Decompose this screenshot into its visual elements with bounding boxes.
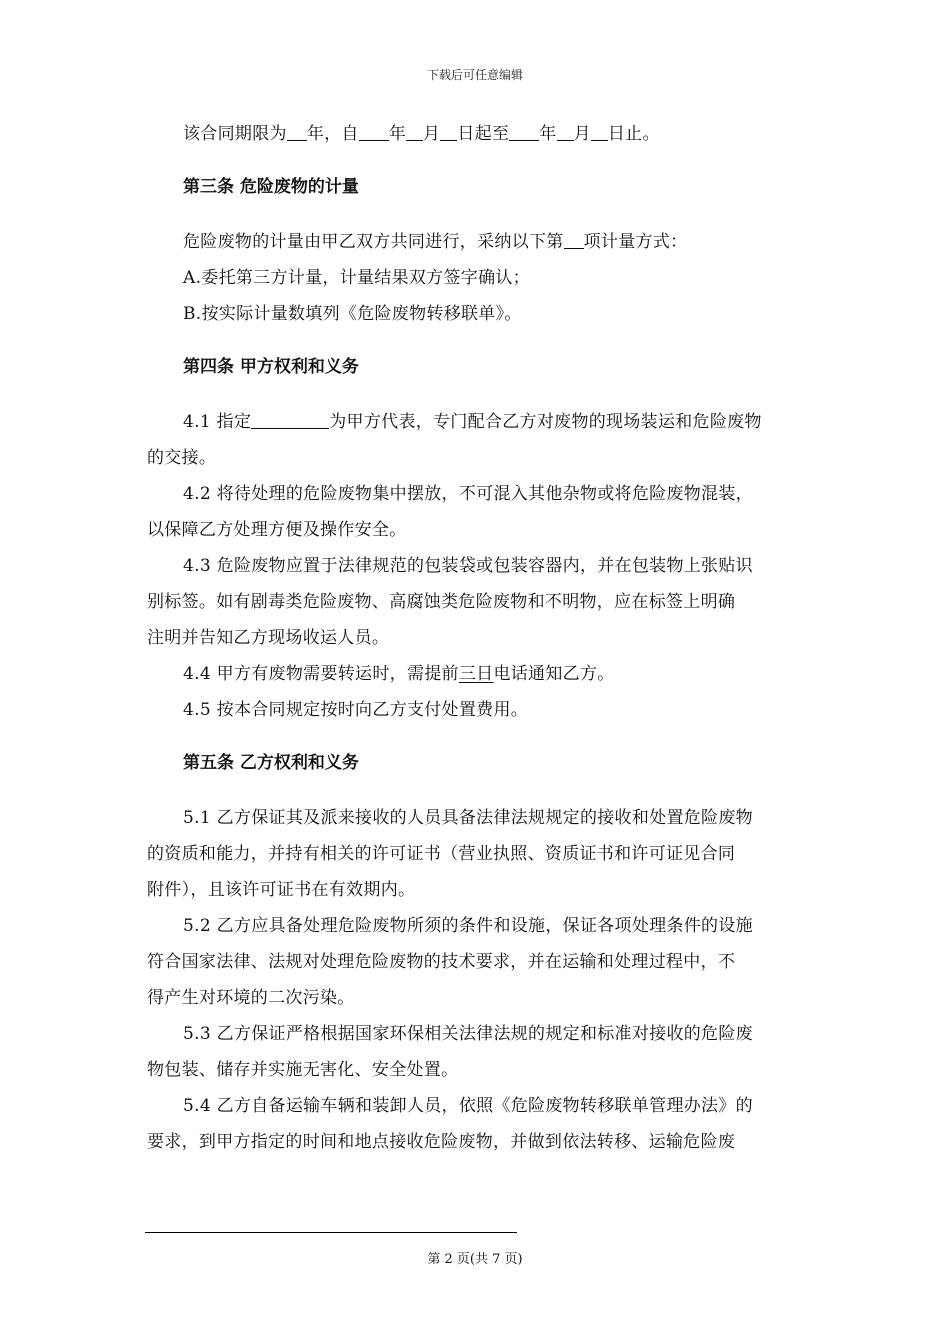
clause-5-4: 5.4 乙方自备运输车辆和装卸人员，依照《危险废物转移联单管理办法》的: [183, 1096, 753, 1116]
section-3-title: 第三条 危险废物的计量: [183, 177, 359, 197]
blank-end-year[interactable]: [509, 123, 539, 141]
clause-4-3: 4.3 危险废物应置于法律规范的包装袋或包装容器内，并在包装物上张贴识: [183, 556, 753, 576]
s3-option-a: A.委托第三方计量，计量结果双方签字确认；: [183, 268, 530, 288]
clause-4-3-cont: 别标签。如有剧毒类危险废物、高腐蚀类危险废物和不明物，应在标签上明确: [147, 592, 736, 612]
clause-5-3: 5.3 乙方保证严格根据国家环保相关法律法规的规定和标准对接收的危险废: [183, 1024, 753, 1044]
blank-start-month[interactable]: [406, 123, 423, 141]
clause-5-1-cont2: 附件），且该许可证书在有效期内。: [147, 880, 416, 900]
footer-divider: [145, 1232, 517, 1233]
term-paragraph: 该合同期限为 年，自 年 月 日起至 年 月 日止。: [183, 124, 660, 144]
clause-5-2-cont2: 得产生对环境的二次污染。: [147, 988, 355, 1008]
clause-5-4-cont: 要求，到甲方指定的时间和地点接收危险废物，并做到依法转移、运输危险废: [147, 1132, 736, 1152]
clause-4-2-cont: 以保障乙方处理方便及操作安全。: [147, 520, 407, 540]
page-number: 第 2 页(共 7 页): [427, 1252, 523, 1267]
blank-end-month[interactable]: [557, 123, 574, 141]
s3-paragraph: 危险废物的计量由甲乙双方共同进行，采纳以下第 项计量方式：: [183, 232, 688, 252]
clause-5-1: 5.1 乙方保证其及派来接收的人员具备法律法规规定的接收和处置危险废物: [183, 808, 753, 828]
page-header: 下载后可任意编辑: [426, 68, 523, 82]
blank-representative[interactable]: [251, 411, 329, 429]
notice-days: 三日: [458, 664, 494, 684]
clause-4-2: 4.2 将待处理的危险废物集中摆放，不可混入其他杂物或将危险废物混装，: [183, 484, 753, 504]
clause-4-1-cont: 的交接。: [147, 448, 217, 468]
section-4-title: 第四条 甲方权利和义务: [183, 357, 359, 377]
clause-5-1-cont: 的资质和能力，并持有相关的许可证书（营业执照、资质证书和许可证见合同: [147, 844, 736, 864]
clause-4-1: 4.1 指定 为甲方代表，专门配合乙方对废物的现场装运和危险废物: [183, 412, 762, 432]
document-body: [147, 116, 808, 1160]
blank-start-year[interactable]: [359, 123, 389, 141]
section-5-title: 第五条 乙方权利和义务: [183, 753, 359, 773]
clause-4-5: 4.5 按本合同规定按时向乙方支付处置费用。: [183, 700, 529, 720]
s3-option-b: B.按实际计量数填列《危险废物转移联单》。: [183, 304, 522, 324]
clause-4-4: 4.4 甲方有废物需要转运时，需提前三日电话通知乙方。: [183, 664, 615, 684]
clause-4-3-cont2: 注明并告知乙方现场收运人员。: [147, 628, 390, 648]
blank-end-day[interactable]: [591, 123, 608, 141]
clause-5-3-cont: 物包装、储存并实施无害化、安全处置。: [147, 1060, 459, 1080]
blank-years[interactable]: [287, 123, 307, 141]
blank-start-day[interactable]: [440, 123, 457, 141]
clause-5-2-cont: 符合国家法律、法规对处理危险废物的技术要求，并在运输和处理过程中，不: [147, 952, 736, 972]
blank-method[interactable]: [564, 231, 584, 249]
clause-5-2: 5.2 乙方应具备处理危险废物所须的条件和设施，保证各项处理条件的设施: [183, 916, 753, 936]
